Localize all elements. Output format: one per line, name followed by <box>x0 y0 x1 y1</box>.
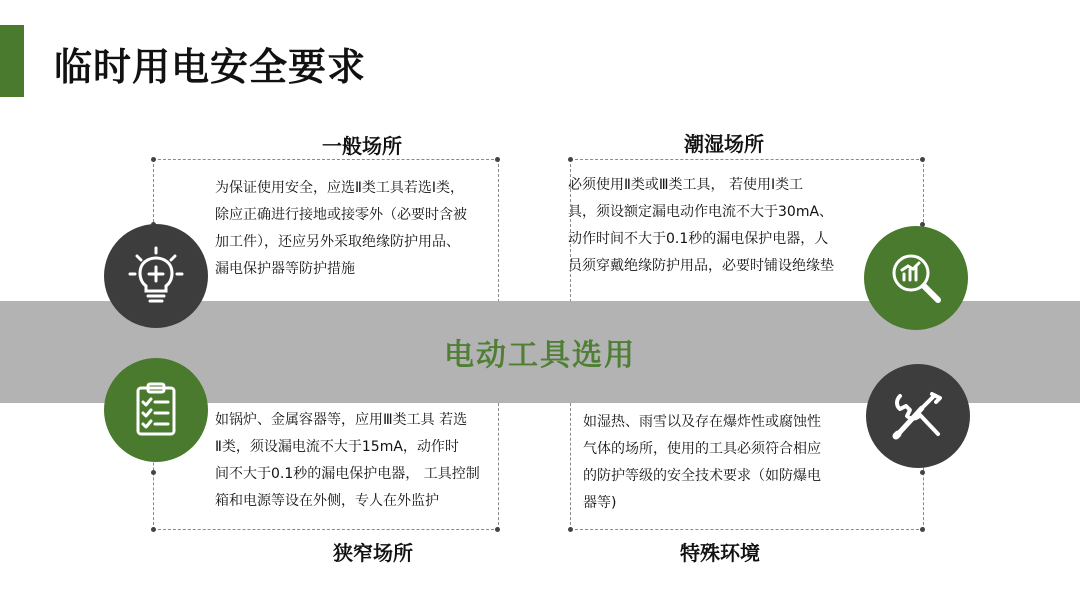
text-line: 的防护等级的安全技术要求（如防爆电 <box>583 468 821 484</box>
text-line: 器等) <box>583 495 617 511</box>
text-line: Ⅱ类，须设漏电流不大于15mA，动作时 <box>215 439 459 455</box>
frame-dot <box>151 470 156 475</box>
text-narrow <box>215 407 480 515</box>
heading-humid: 潮湿场所 <box>624 128 824 157</box>
frame-dot <box>920 470 925 475</box>
text-humid <box>568 172 834 280</box>
heading-general: 一般场所 <box>262 130 462 159</box>
clipboard-checklist-icon <box>104 358 208 462</box>
wrench-screwdriver-icon <box>866 364 970 468</box>
text-special <box>583 409 821 517</box>
text-general <box>215 175 467 283</box>
text-line: 员须穿戴绝缘防护用品，必要时铺设绝缘垫 <box>568 258 834 274</box>
frame-dot <box>151 527 156 532</box>
page-title: 临时用电安全要求 <box>54 45 367 89</box>
text-line: 除应正确进行接地或接零外（必要时含被 <box>215 207 467 223</box>
frame-dot <box>151 157 156 162</box>
text-line: 漏电保护器等防护措施 <box>215 261 355 277</box>
text-line: 如湿热、雨雪以及存在爆炸性或腐蚀性 <box>583 414 821 430</box>
title-accent-bar <box>0 25 24 97</box>
text-line: 加工件），还应另外采取绝缘防护用品、 <box>215 234 460 250</box>
heading-narrow: 狭窄场所 <box>273 537 473 566</box>
text-line: 动作时间不大于0.1秒的漏电保护电器，人 <box>568 231 829 247</box>
frame-dot <box>920 157 925 162</box>
frame-dot <box>568 527 573 532</box>
frame-dot <box>495 157 500 162</box>
text-line: 必须使用Ⅱ类或Ⅲ类工具， 若使用Ⅰ类工 <box>568 177 804 193</box>
magnifier-chart-icon <box>864 226 968 330</box>
text-line: 具，须设额定漏电动作电流不大于30mA、 <box>568 204 834 220</box>
text-line: 气体的场所，使用的工具必须符合相应 <box>583 441 821 457</box>
text-line: 间不大于0.1秒的漏电保护电器， 工具控制 <box>215 466 480 482</box>
text-line: 如锅炉、金属容器等，应用Ⅲ类工具 若选 <box>215 412 468 428</box>
text-line: 箱和电源等设在外侧，专人在外监护 <box>215 493 439 509</box>
frame-dot <box>920 527 925 532</box>
text-line: 为保证使用安全，应选Ⅱ类工具若选Ⅰ类， <box>215 180 465 196</box>
heading-special: 特殊环境 <box>620 537 820 566</box>
frame-dot <box>495 527 500 532</box>
lightbulb-plus-icon <box>104 224 208 328</box>
band-label: 电动工具选用 <box>444 338 636 373</box>
frame-dot <box>568 157 573 162</box>
